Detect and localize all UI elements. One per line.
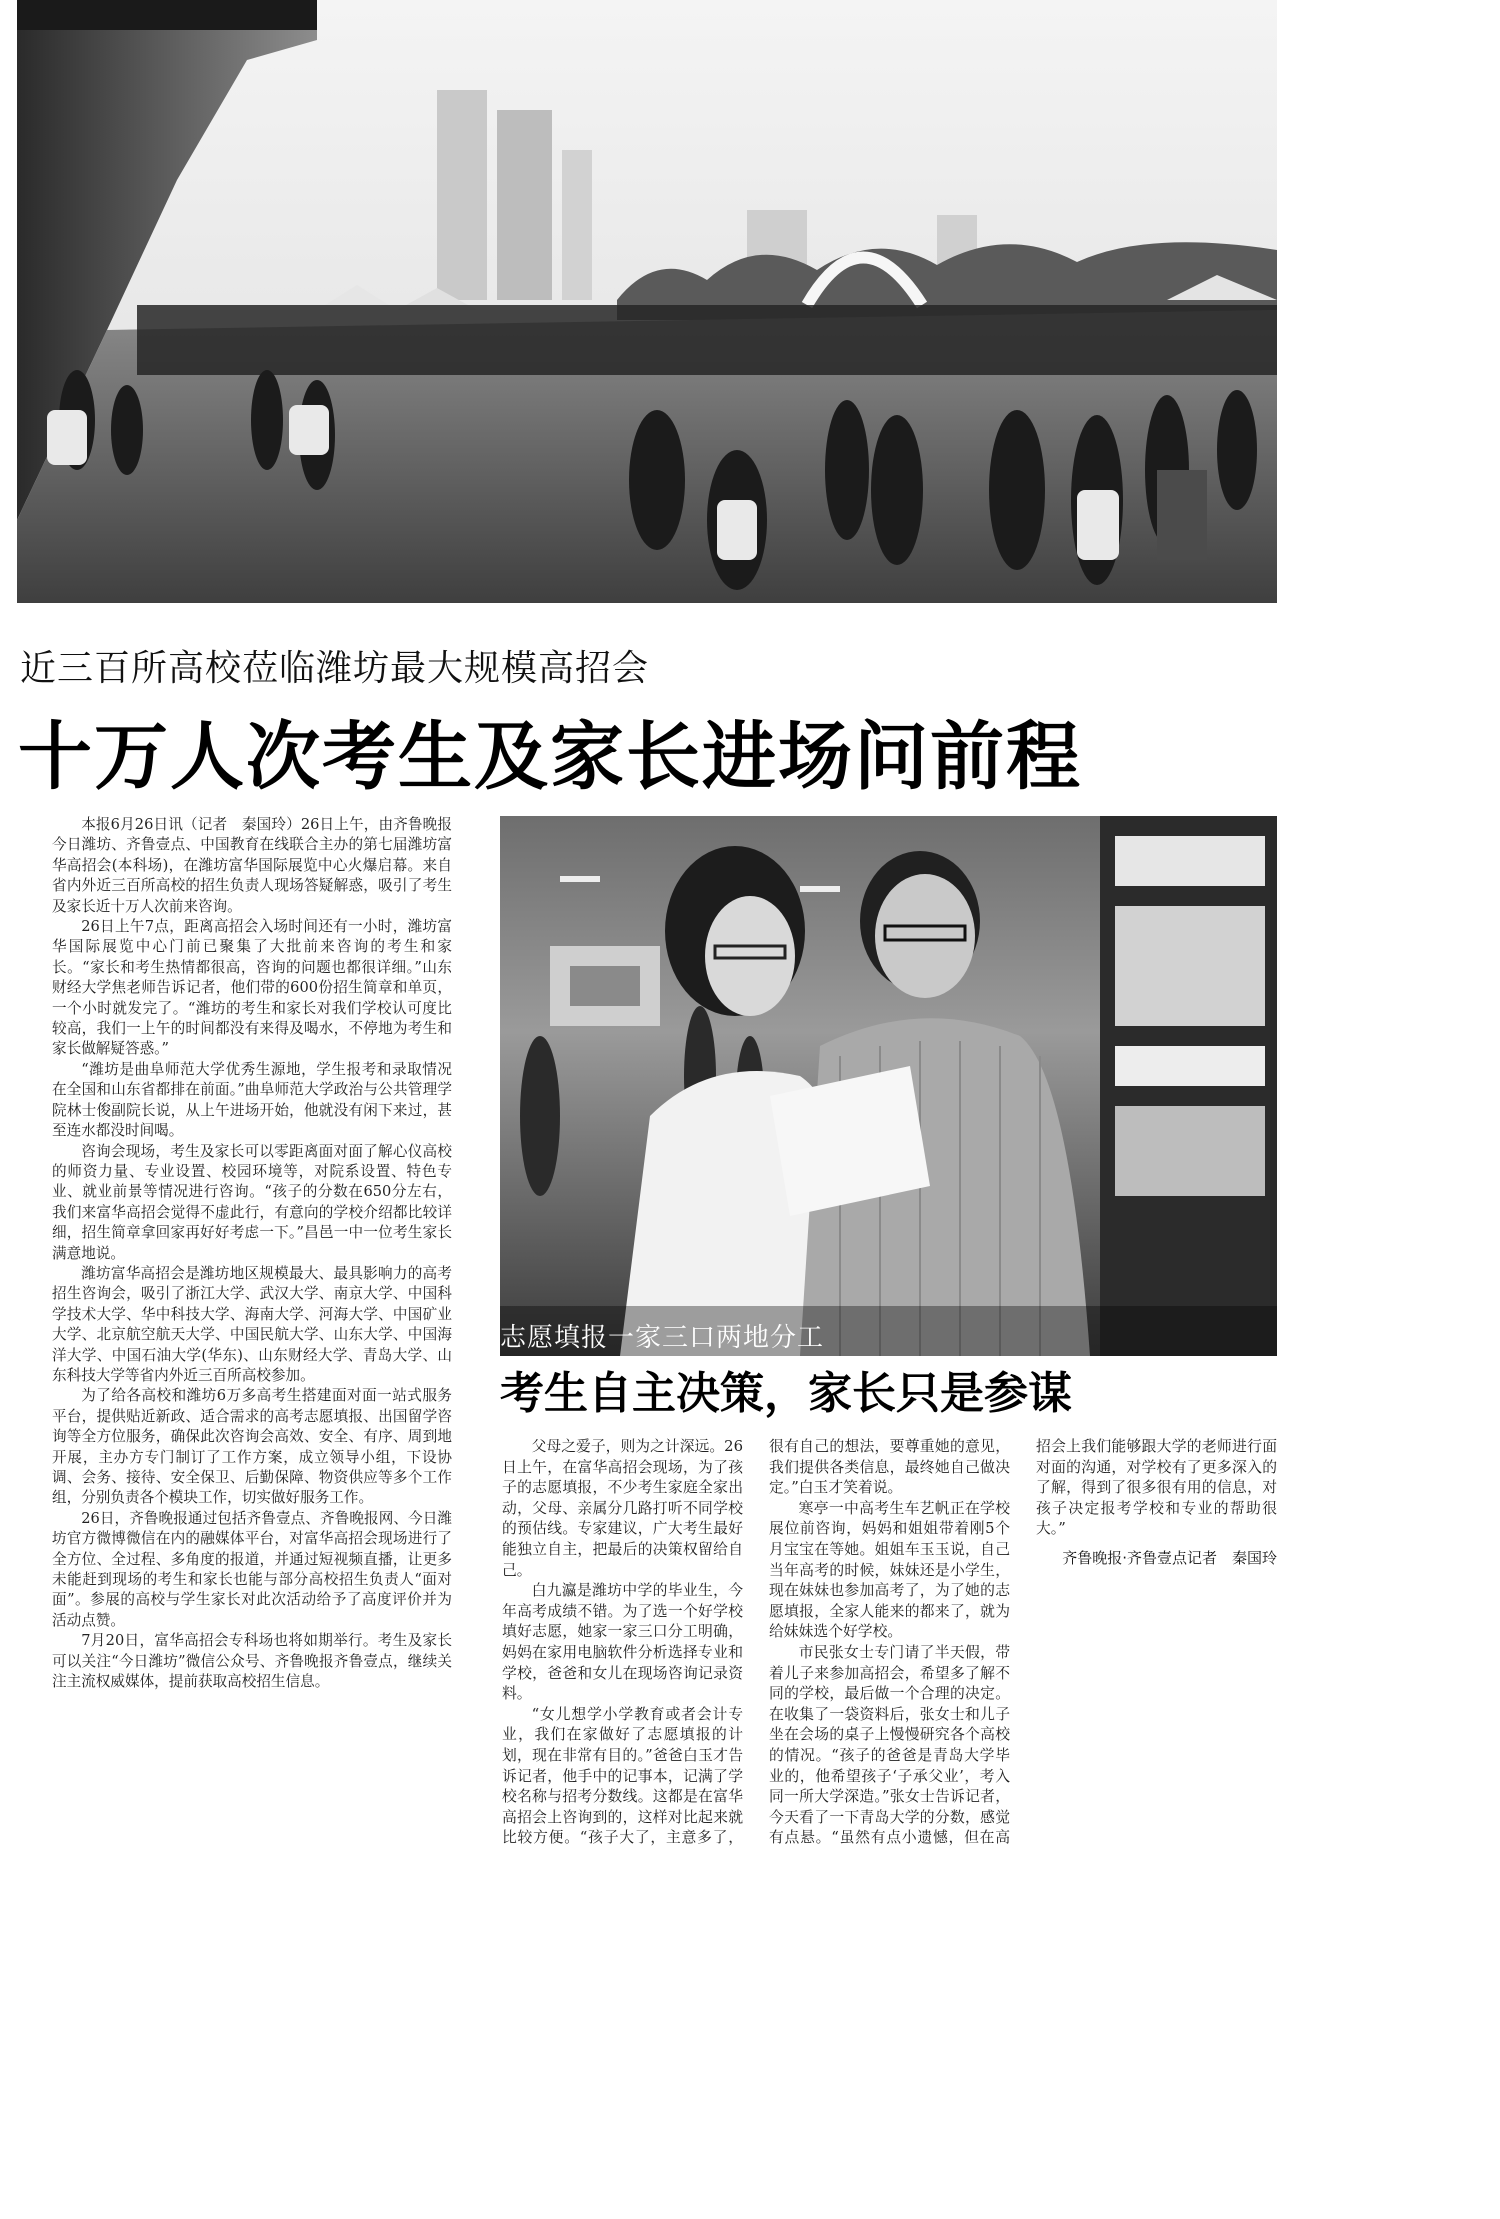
side-story-kicker: 志愿填报一家三口两地分工 (500, 1323, 825, 1353)
consultation-photo (500, 816, 1277, 1356)
crowd-photo (17, 0, 1277, 603)
article-paragraph: 寒亭一中高考生车艺帆正在学校展位前咨询，妈妈和姐姐带着刚5个月宝宝在等她。姐姐车玉玉说，自己当年高考的时候，妹妹还是小学生，现在妹妹也参加高考了，为了她的志愿填报，全家人能来的都来了，就为给妹妹选个好学校。 (769, 1499, 1010, 1641)
article-paragraph: 26日，齐鲁晚报通过包括齐鲁壹点、齐鲁晚报网、今日潍坊官方微博微信在内的融媒体平台，对富华高招会现场进行了全方位、全过程、多角度的报道，并通过短视频直播，让更多未能赶到现场的考生和家长也能与部分高校招生负责人“面对面”。参展的高校与学生家长对此次活动给予了高度评价并为活动点赞。 (52, 1509, 452, 1629)
reporter-byline: 齐鲁晚报·齐鲁壹点记者 秦国玲 (1062, 1548, 1277, 1567)
article-paragraph: “潍坊是曲阜师范大学优秀生源地，学生报考和录取情况在全国和山东省都排在前面。”曲阜师范大学政治与公共管理学院林士俊副院长说，从上午进场开始，他就没有闲下来过，甚至连水都没时间喝。 (52, 1060, 452, 1140)
article-paragraph: 咨询会现场，考生及家长可以零距离面对面了解心仪高校的师资力量、专业设置、校园环境等，对院系设置、特色专业、就业前景等情况进行咨询。“孩子的分数在650分左右，我们来富华高招会觉得不虚此行，有意向的学校介绍都比较详细，招生简章拿回家再好好考虑一下。”昌邑一中一位考生家长满意地说。 (52, 1142, 452, 1262)
consultation-photo-image (500, 816, 1277, 1356)
article-paragraph: 父母之爱子，则为之计深远。26日上午，在富华高招会现场，为了孩子的志愿填报，不少考生家庭全家出动，父母、亲属分几路打听不同学校的预估线。专家建议，广大考生最好能独立自主，把最后的决策权留给自己。 (502, 1438, 743, 1579)
article-paragraph: “女儿想学小学教育或者会计专业，我们在家做好了志愿填报的计划，现在非常有目的。”爸爸白玉才告诉记者，他手中的记事本，记满了学校名称与招考分数线。这都是在富华高招会上咨询到的，这样对比起来就比较方便。“孩子大了，主意多了，很有自己的想法，要尊重她的意见，我们提供各类信息，最终她自己做决定。”白玉才笑着说。 (502, 1438, 1010, 1847)
article-paragraph: 潍坊富华高招会是潍坊地区规模最大、最具影响力的高考招生咨询会，吸引了浙江大学、武汉大学、南京大学、中国科学技术大学、华中科技大学、海南大学、河海大学、中国矿业大学、北京航空航天大学、中国民航大学、山东大学、中国海洋大学、中国石油大学(华东)、山东财经大学、青岛大学、山东科技大学等省内外近三百所高校参加。 (52, 1264, 452, 1384)
article-paragraph: 白九瀛是潍坊中学的毕业生，今年高考成绩不错。为了选一个好学校填好志愿，她家一家三口分工明确，妈妈在家用电脑软件分析选择专业和学校，爸爸和女儿在现场咨询记录资料。 (502, 1582, 743, 1703)
headline-kicker: 近三百所高校莅临潍坊最大规模高招会 (20, 648, 650, 689)
side-story-body (502, 1437, 1277, 1857)
crowd-photo-image (17, 0, 1277, 603)
main-article (52, 815, 452, 1855)
article-paragraph: 7月20日，富华高招会专科场也将如期举行。考生及家长可以关注“今日潍坊”微信公众号、齐鲁晚报齐鲁壹点，继续关注主流权威媒体，提前获取高校招生信息。 (52, 1632, 452, 1691)
article-paragraph: 26日上午7点，距离高招会入场时间还有一小时，潍坊富华国际展览中心门前已聚集了大批前来咨询的考生和家长。“家长和考生热情都很高，咨询的问题也都很详细。”山东财经大学焦老师告诉记者，他们带的600份招生简章和单页，一个小时就发完了。“潍坊的考生和家长对我们学校认可度比较高，我们一上午的时间都没有来得及喝水，不停地为考生和家长做解疑答惑。” (52, 918, 452, 1058)
article-paragraph: 市民张女士专门请了半天假，带着儿子来参加高招会，希望多了解不同的学校，最后做一个合理的决定。在收集了一袋资料后，张女士和儿子坐在会场的桌子上慢慢研究各个高校的情况。“孩子的爸爸是青岛大学毕业的，他希望孩子‘子承父业’，考入同一所大学深造。”张女士告诉记者，今天看了一下青岛大学的分数，感觉有点悬。“虽然有点小遗憾，但在高招会上我们能够跟大学的老师进行面对面的沟通，对学校有了更多深入的了解，得到了很多很有用的信息，对孩子决定报考学校和专业的帮助很大。” (769, 1438, 1277, 1847)
main-headline: 十万人次考生及家长进场问前程 (18, 714, 1082, 800)
article-paragraph: 本报6月26日讯（记者 秦国玲）26日上午，由齐鲁晚报今日潍坊、齐鲁壹点、中国教育在线联合主办的第七届潍坊富华高招会(本科场)，在潍坊富华国际展览中心火爆启幕。来自省内外近三百所高校的招生负责人现场答疑解惑，吸引了考生及家长近十万人次前来咨询。 (52, 816, 452, 915)
side-story-headline: 考生自主决策，家长只是参谋 (500, 1368, 1072, 1419)
article-paragraph: 为了给各高校和潍坊6万多高考生搭建面对面一站式服务平台，提供贴近新政、适合需求的高考志愿填报、出国留学咨询等全方位服务，确保此次咨询会高效、安全、有序、周到地开展，主办方专门制订了工作方案，成立领导小组，下设协调、会务、接待、安全保卫、后勤保障、物资供应等多个工作组，分别负责各个模块工作，切实做好服务工作。 (52, 1387, 452, 1507)
